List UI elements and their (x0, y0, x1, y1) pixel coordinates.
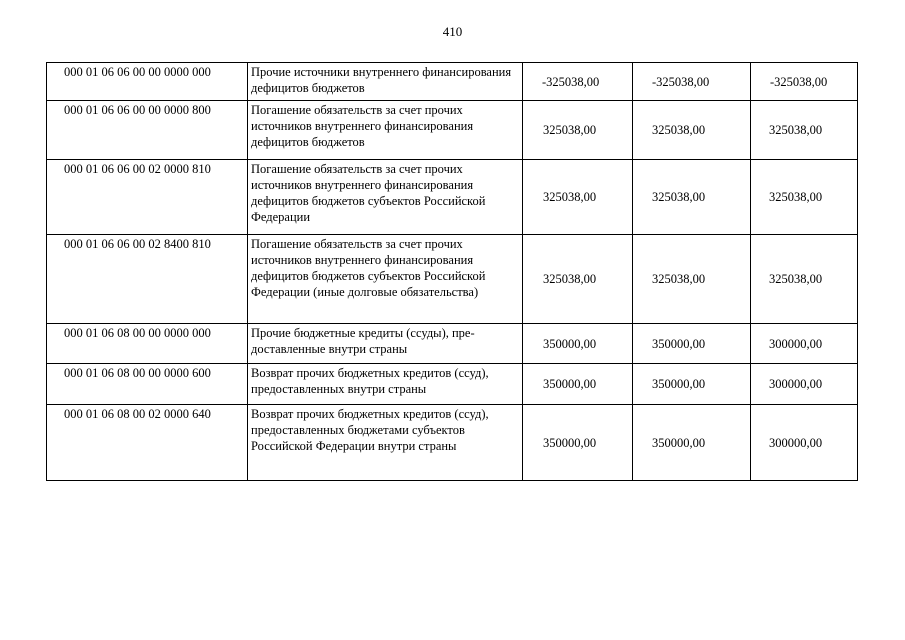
budget-name-cell: Прочие источники внутреннего финансирования дефицитов бюджетов (248, 63, 523, 101)
amount-year1-cell: 325038,00 (523, 160, 633, 235)
budget-name-cell: Погашение обязательств за счет прочих источников внутреннего финансирования дефицитов бюджетов субъектов Российской Федерации (248, 160, 523, 235)
amount-year2-cell: 350000,00 (633, 324, 751, 364)
amount-year1-cell: 325038,00 (523, 235, 633, 324)
amount-year3-cell: 325038,00 (751, 160, 858, 235)
table-row (47, 324, 858, 364)
table-row (47, 101, 858, 160)
amount-year3-cell: 325038,00 (751, 101, 858, 160)
budget-name-cell: Прочие бюджетные кредиты (ссуды), пре-доставленные внутри страны (248, 324, 523, 364)
amount-year2-cell: 325038,00 (633, 101, 751, 160)
table-row (47, 405, 858, 481)
amount-year1-cell: 350000,00 (523, 405, 633, 481)
budget-name-cell: Погашение обязательств за счет прочих источников внутреннего финансирования дефицитов бюджетов (248, 101, 523, 160)
amount-year3-cell: 300000,00 (751, 324, 858, 364)
table-row (47, 160, 858, 235)
budget-sources-table (46, 62, 858, 481)
budget-code-cell: 000 01 06 08 00 02 0000 640 (47, 405, 248, 481)
amount-year2-cell: -325038,00 (633, 63, 751, 101)
amount-year3-cell: 300000,00 (751, 364, 858, 405)
budget-code-cell: 000 01 06 06 00 00 0000 800 (47, 101, 248, 160)
budget-name-cell: Возврат прочих бюджетных кредитов (ссуд), предоставленных бюджетами субъектов Российской Федерации внутри страны (248, 405, 523, 481)
amount-year3-cell: 300000,00 (751, 405, 858, 481)
amount-year1-cell: 325038,00 (523, 101, 633, 160)
budget-code-cell: 000 01 06 06 00 00 0000 000 (47, 63, 248, 101)
amount-year3-cell: -325038,00 (751, 63, 858, 101)
table-row (47, 364, 858, 405)
budget-code-cell: 000 01 06 06 00 02 8400 810 (47, 235, 248, 324)
budget-code-cell: 000 01 06 06 00 02 0000 810 (47, 160, 248, 235)
amount-year2-cell: 325038,00 (633, 235, 751, 324)
budget-name-cell: Возврат прочих бюджетных кредитов (ссуд), предоставленных внутри страны (248, 364, 523, 405)
amount-year1-cell: -325038,00 (523, 63, 633, 101)
amount-year1-cell: 350000,00 (523, 324, 633, 364)
budget-code-cell: 000 01 06 08 00 00 0000 600 (47, 364, 248, 405)
amount-year1-cell: 350000,00 (523, 364, 633, 405)
amount-year3-cell: 325038,00 (751, 235, 858, 324)
budget-code-cell: 000 01 06 08 00 00 0000 000 (47, 324, 248, 364)
amount-year2-cell: 350000,00 (633, 364, 751, 405)
page-number: 410 (442, 24, 463, 39)
table-row (47, 63, 858, 101)
table-row (47, 235, 858, 324)
amount-year2-cell: 325038,00 (633, 160, 751, 235)
budget-name-cell: Погашение обязательств за счет прочих источников внутреннего финансирования дефицитов бюджетов субъектов Российской Федерации (иные долговые обязательства) (248, 235, 523, 324)
amount-year2-cell: 350000,00 (633, 405, 751, 481)
